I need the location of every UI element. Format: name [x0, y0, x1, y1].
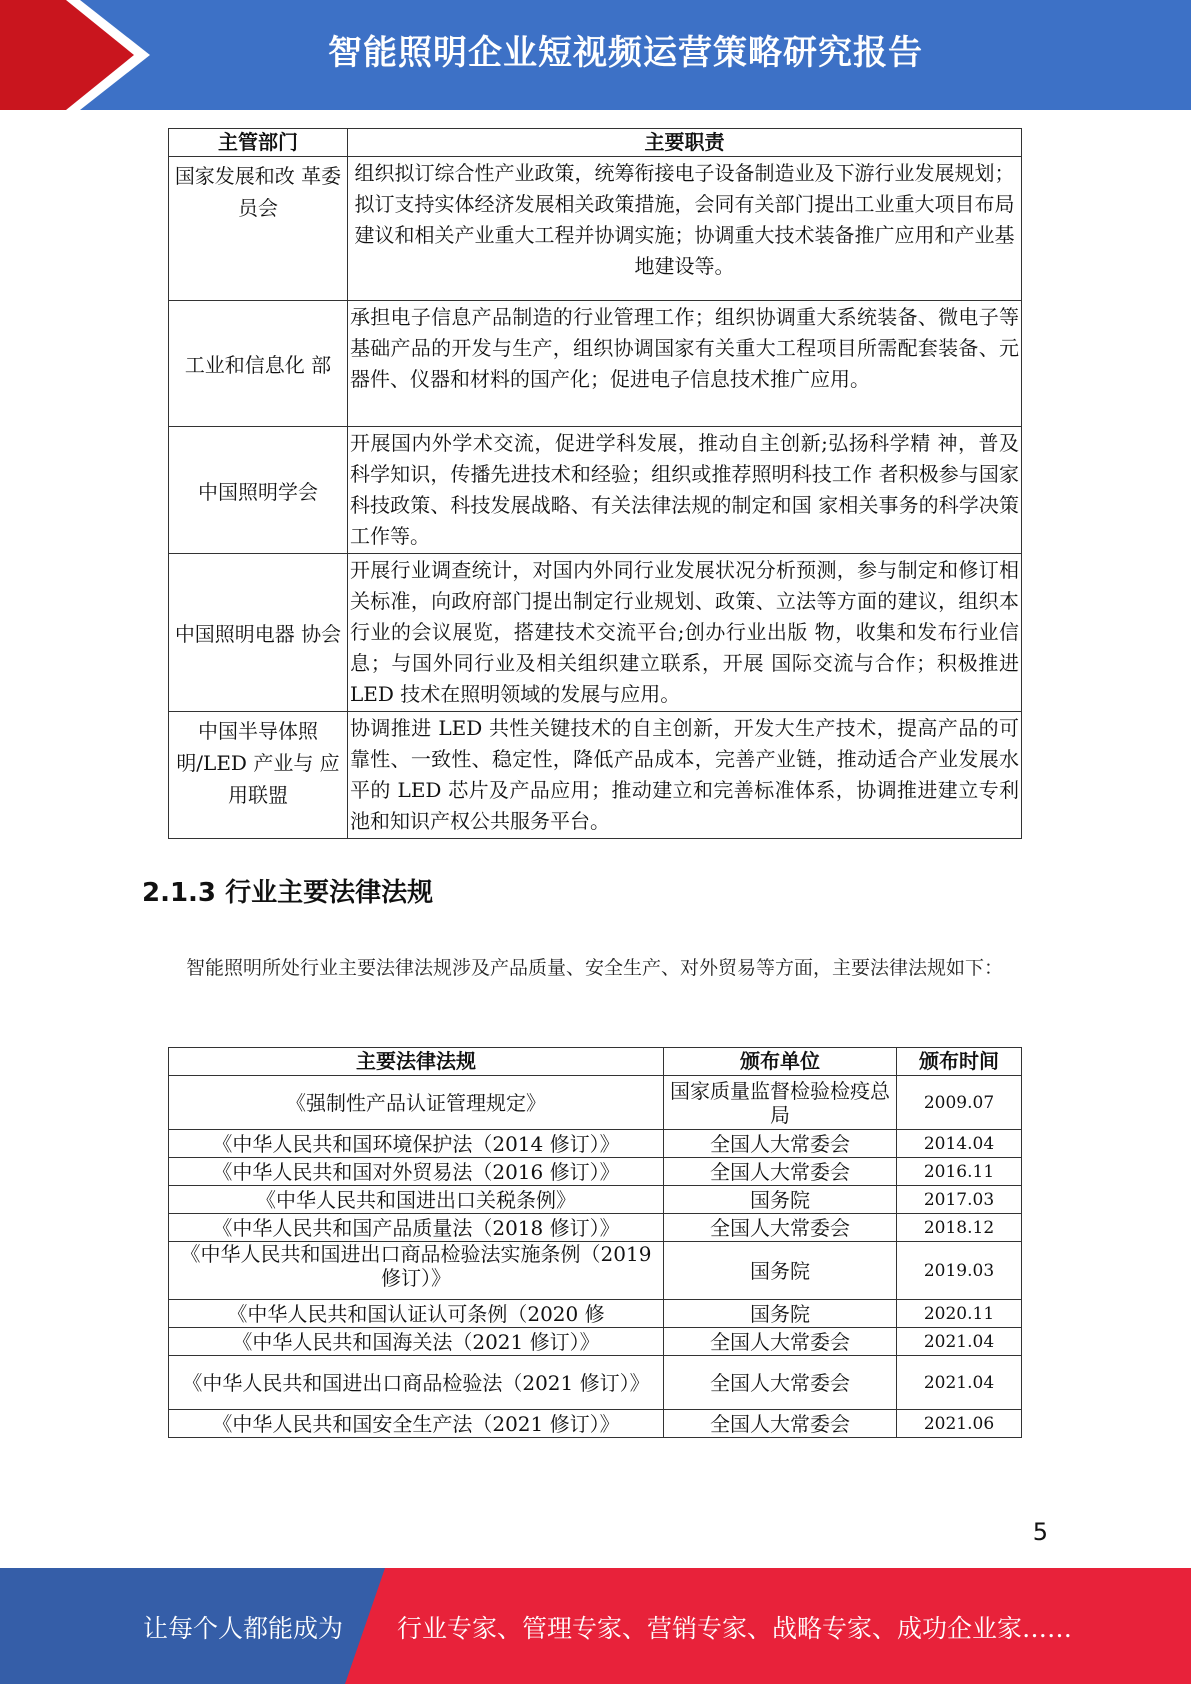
law-cell: 《中华人民共和国环境保护法（2014 修订）》	[169, 1130, 664, 1158]
date-cell: 2016.11	[897, 1158, 1022, 1186]
org-cell: 全国人大常委会	[664, 1410, 897, 1438]
header-org: 颁布单位	[664, 1048, 897, 1076]
page-number: 5	[1032, 1518, 1048, 1546]
page-header	[0, 0, 1191, 110]
table-row	[169, 1158, 1022, 1186]
table-row	[169, 157, 1022, 301]
table-row	[169, 554, 1022, 712]
org-cell: 国家质量监督检验检疫总局	[664, 1076, 897, 1130]
table-row	[169, 1186, 1022, 1214]
law-cell: 《中华人民共和国认证认可条例（2020 修	[169, 1300, 664, 1328]
org-cell: 全国人大常委会	[664, 1214, 897, 1242]
header-duty: 主要职责	[348, 129, 1022, 157]
table-row	[169, 427, 1022, 554]
org-cell: 全国人大常委会	[664, 1130, 897, 1158]
date-cell: 2018.12	[897, 1214, 1022, 1242]
department-table	[168, 128, 1022, 839]
header-arrow-shape	[0, 0, 140, 110]
duty-cell: 承担电子信息产品制造的行业管理工作；组织协调重大系统装备、微电子等基础产品的开发与生产，组织协调国家有关重大工程项目所需配套装备、元器件、仪器和材料的国产化；促进电子信息技术推广应用。	[348, 301, 1022, 427]
date-cell: 2019.03	[897, 1242, 1022, 1300]
law-cell: 《中华人民共和国进出口商品检验法实施条例（2019 修订）》	[169, 1242, 664, 1300]
section-heading: 2.1.3 行业主要法律法规	[142, 878, 434, 908]
table-row	[169, 1328, 1022, 1356]
laws-table	[168, 1047, 1022, 1438]
table-header-row	[169, 1048, 1022, 1076]
date-cell: 2021.04	[897, 1356, 1022, 1410]
org-cell: 国务院	[664, 1186, 897, 1214]
intro-paragraph: 智能照明所处行业主要法律法规涉及产品质量、安全生产、对外贸易等方面，主要法律法规如下：	[186, 957, 1004, 979]
table-row	[169, 1410, 1022, 1438]
law-cell: 《中华人民共和国产品质量法（2018 修订）》	[169, 1214, 664, 1242]
law-cell: 《中华人民共和国海关法（2021 修订）》	[169, 1328, 664, 1356]
law-cell: 《中华人民共和国进出口商品检验法（2021 修订）》	[169, 1356, 664, 1410]
duty-cell: 协调推进 LED 共性关键技术的自主创新，开发大生产技术，提高产品的可靠性、一致性、稳定性，降低产品成本，完善产业链，推动适合产业发展水平的 LED 芯片及产品应用；推动建立和完善标准体系，协调推进建立专利池和知识产权公共服务平台。	[348, 712, 1022, 839]
law-cell: 《中华人民共和国进出口关税条例》	[169, 1186, 664, 1214]
table-row	[169, 1076, 1022, 1130]
date-cell: 2020.11	[897, 1300, 1022, 1328]
law-cell: 《强制性产品认证管理规定》	[169, 1076, 664, 1130]
org-cell: 全国人大常委会	[664, 1356, 897, 1410]
table-row	[169, 1130, 1022, 1158]
date-cell: 2009.07	[897, 1076, 1022, 1130]
date-cell: 2021.06	[897, 1410, 1022, 1438]
org-cell: 全国人大常委会	[664, 1328, 897, 1356]
footer-slogan-left: 让每个人都能成为	[143, 1614, 344, 1643]
header-law: 主要法律法规	[169, 1048, 664, 1076]
header-date: 颁布时间	[897, 1048, 1022, 1076]
org-cell: 国务院	[664, 1300, 897, 1328]
table-row	[169, 1356, 1022, 1410]
date-cell: 2021.04	[897, 1328, 1022, 1356]
table-row	[169, 301, 1022, 427]
footer-slogan-right: 行业专家、管理专家、营销专家、战略专家、成功企业家……	[397, 1614, 1073, 1643]
law-cell: 《中华人民共和国安全生产法（2021 修订）》	[169, 1410, 664, 1438]
date-cell: 2017.03	[897, 1186, 1022, 1214]
table-header-row	[169, 129, 1022, 157]
date-cell: 2014.04	[897, 1130, 1022, 1158]
duty-cell: 组织拟订综合性产业政策，统筹衔接电子设备制造业及下游行业发展规划；拟订支持实体经济发展相关政策措施，会同有关部门提出工业重大项目布局建议和相关产业重大工程并协调实施；协调重大技术装备推广应用和产业基地建设等。	[348, 157, 1022, 301]
header-dept: 主管部门	[169, 129, 348, 157]
dept-cell: 国家发展和改 革委员会	[169, 157, 348, 301]
page-footer	[0, 1568, 1191, 1684]
dept-cell: 中国照明电器 协会	[169, 554, 348, 712]
org-cell: 全国人大常委会	[664, 1158, 897, 1186]
table-row	[169, 1300, 1022, 1328]
duty-cell: 开展国内外学术交流，促进学科发展，推动自主创新;弘扬科学精 神，普及科学知识，传播先进技术和经验；组织或推荐照明科技工作 者积极参与国家科技政策、科技发展战略、有关法律法规的制定和国 家相关事务的科学决策工作等。	[348, 427, 1022, 554]
duty-cell: 开展行业调查统计，对国内外同行业发展状况分析预测，参与制定和修订相关标准，向政府部门提出制定行业规划、政策、立法等方面的建议，组织本行业的会议展览，搭建技术交流平台;创办行业出版 物，收集和发布行业信息；与国外同行业及相关组织建立联系，开展 国际交流与合作；积极推进 LED 技术在照明领域的发展与应用。	[348, 554, 1022, 712]
org-cell: 国务院	[664, 1242, 897, 1300]
dept-cell: 中国照明学会	[169, 427, 348, 554]
law-cell: 《中华人民共和国对外贸易法（2016 修订）》	[169, 1158, 664, 1186]
table-row	[169, 712, 1022, 839]
table-row	[169, 1214, 1022, 1242]
dept-cell: 中国半导体照 明/LED 产业与 应用联盟	[169, 712, 348, 839]
dept-cell: 工业和信息化 部	[169, 301, 348, 427]
page-title: 智能照明企业短视频运营策略研究报告	[328, 33, 923, 73]
table-row	[169, 1242, 1022, 1300]
